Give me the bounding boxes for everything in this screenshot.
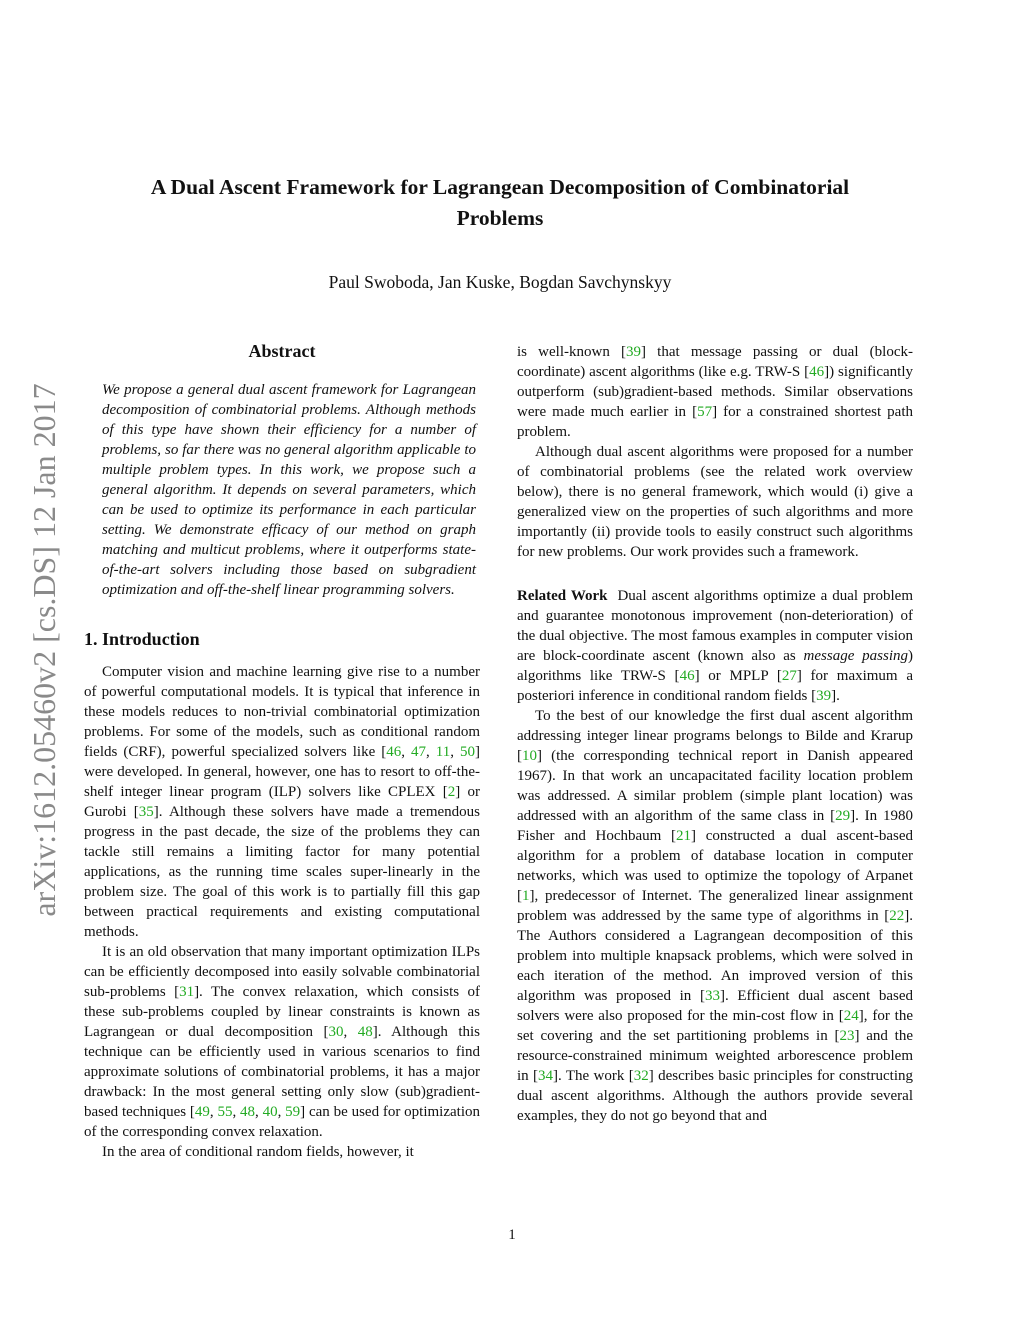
citation-link[interactable]: 21 xyxy=(676,828,692,844)
text-run: ]) significantly outperform (sub)gradient-based methods. Similar observations were made much earlier in [ xyxy=(517,364,913,420)
citation-link[interactable]: 46 xyxy=(679,668,695,684)
text-run: , xyxy=(255,1104,263,1120)
text-run: is well-known [ xyxy=(517,344,627,360)
right-paragraph-4 xyxy=(517,706,913,1126)
intro-paragraph-1 xyxy=(84,662,480,942)
citation-link[interactable]: 23 xyxy=(839,1028,855,1044)
citation-link[interactable]: 35 xyxy=(138,804,154,820)
text-run: ] (the corresponding technical report in Danish appeared 1967). In that work an uncapacitated facility location problem was addressed. A similar problem (simple plant location) was addressed with an algorithm of the same class in [ xyxy=(517,748,913,824)
citation-link[interactable]: 22 xyxy=(889,908,905,924)
text-run: , xyxy=(343,1024,358,1040)
text-run: , xyxy=(209,1104,218,1120)
right-paragraph-2 xyxy=(517,442,913,562)
citation-link[interactable]: 27 xyxy=(781,668,797,684)
text-run: ] or MPLP [ xyxy=(694,668,782,684)
text-run: ] for a constrained shortest path problem. xyxy=(517,404,913,440)
abstract-heading: Abstract xyxy=(248,341,316,361)
section-heading-introduction: 1. Introduction xyxy=(84,629,200,649)
abstract-text: We propose a general dual ascent framework for Lagrangean decomposition of combinatorial problems. Although methods of this type have shown their efficiency for a number of problems, so far there was no general algorithm applicable to multiple problem types. In this work, we propose such a general algorithm. It depends on several parameters, which can be used to optimize its performance in each particular setting. We demonstrate efficacy of our method on graph matching and multicut problems, where it outperforms state-of-the-art solvers including those based on subgradient optimization and off-the-shelf linear programming solvers. xyxy=(102,382,476,598)
citation-link[interactable]: 46 xyxy=(386,744,402,760)
right-column xyxy=(517,342,913,1126)
text-run: It is an old observation that many important optimization ILPs can be efficiently decomposed into easily solvable combinatorial sub-problems [ xyxy=(84,944,480,1000)
citation-link[interactable]: 1 xyxy=(522,888,530,904)
citation-link[interactable]: 48 xyxy=(357,1024,373,1040)
page-number: 1 xyxy=(508,1227,516,1243)
citation-link[interactable]: 48 xyxy=(240,1104,256,1120)
text-run: In the area of conditional random fields, however, it xyxy=(102,1144,414,1160)
text-run: , xyxy=(426,744,436,760)
text-run: , xyxy=(401,744,412,760)
text-run: ]. The Authors considered a Lagrangean decomposition of this problem into multiple knapsack problems, which were solved in each iteration of the method. An improved version of this algorithm was proposed in [ xyxy=(517,908,913,1004)
text-run: ] describes basic principles for constructing dual ascent algorithms. Although the authors provide several examples, they do not go beyond that and xyxy=(517,1068,913,1124)
citation-link[interactable]: 50 xyxy=(460,744,475,760)
text-run: ] that message passing or dual (block-coordinate) ascent algorithms (like e.g. TRW-S [ xyxy=(517,344,913,380)
citation-link[interactable]: 39 xyxy=(816,688,832,704)
text-run: ], predecessor of Internet. The generalized linear assignment problem was addressed by the same type of algorithms in [ xyxy=(517,888,913,924)
citation-link[interactable]: 32 xyxy=(633,1068,649,1084)
citation-link[interactable]: 30 xyxy=(328,1024,344,1040)
text-run: , xyxy=(450,744,460,760)
intro-paragraph-3 xyxy=(84,1142,480,1162)
citation-link[interactable]: 33 xyxy=(704,988,720,1004)
text-run: Computer vision and machine learning give rise to a number of powerful computational models. It is typical that inference in these models reduces to non-trivial combinatorial optimization problems. For some of the models, such as conditional random fields (CRF), powerful specialized solvers like [ xyxy=(84,664,480,760)
text-run: ]. Although these solvers have made a tremendous progress in the past decade, the size of the problems they can tackle still remains a limiting factor for many potential applications, as the running time scales super-linearly in the problem size. The goal of this work is to partially fill this gap between practical requirements and existing computational methods. xyxy=(84,804,480,940)
citation-link[interactable]: 59 xyxy=(285,1104,301,1120)
text-run: ]. The work [ xyxy=(553,1068,634,1084)
text-run: ]. The convex relaxation, which consists of these sub-problems coupled by linear constraints is known as Lagrangean or dual decomposition [ xyxy=(84,984,480,1040)
author-list: Paul Swoboda, Jan Kuske, Bogdan Savchynskyy xyxy=(328,272,672,292)
title-line-1: A Dual Ascent Framework for Lagrangean Decomposition of Combinatorial xyxy=(150,175,850,199)
citation-link[interactable]: 29 xyxy=(835,808,851,824)
emphasis-text: message passing xyxy=(803,648,908,664)
text-run: Although dual ascent algorithms were proposed for a number of combinatorial problems (see the related work overview below), there is no general framework, which would (i) give a generalized view on the properties of such algorithms and more importantly (ii) provide tools to easily construct such algorithms for new problems. Our work provides such a framework. xyxy=(517,444,913,560)
citation-link[interactable]: 47 xyxy=(411,744,427,760)
text-run: ], for the set covering and the set partitioning problems in [ xyxy=(517,1008,913,1044)
intro-paragraph-2 xyxy=(84,942,480,1142)
citation-link[interactable]: 57 xyxy=(697,404,713,420)
text-run: Dual ascent algorithms optimize a dual problem and guarantee monotonous improvement (non-deterioration) of the dual objective. The most famous examples in computer vision are block-coordinate ascent (known also as xyxy=(517,588,914,664)
text-run: ] can be used for optimization of the corresponding convex relaxation. xyxy=(84,1104,481,1140)
text-run: ] constructed a dual ascent-based algorithm for a problem of database location in computer networks, which was used to optimize the topology of Arpanet [ xyxy=(517,828,914,904)
citation-link[interactable]: 46 xyxy=(809,364,825,380)
citation-link[interactable]: 31 xyxy=(179,984,195,1000)
left-column xyxy=(84,338,480,1162)
citation-link[interactable]: 39 xyxy=(626,344,642,360)
text-run: ] and the resource-constrained minimum weighted arborescence problem in [ xyxy=(517,1028,913,1084)
title-line-2: Problems xyxy=(456,206,544,230)
text-run: , xyxy=(277,1104,286,1120)
arxiv-identifier[interactable]: arXiv:1612.05460v2 [cs.DS] 12 Jan 2017 xyxy=(26,383,62,917)
related-work-heading: Related Work xyxy=(517,588,608,604)
text-run: ]. Efficient dual ascent based solvers were also proposed for the min-cost flow in [ xyxy=(517,988,913,1024)
citation-link[interactable]: 2 xyxy=(447,784,456,800)
text-run: ) algorithms like TRW-S [ xyxy=(517,648,913,684)
text-run: ] or Gurobi [ xyxy=(84,784,480,820)
text-run: ]. xyxy=(831,688,840,704)
text-run: ] for maximum a posteriori inference in conditional random fields [ xyxy=(517,668,913,704)
text-run: ]. In 1980 Fisher and Hochbaum [ xyxy=(517,808,913,844)
citation-link[interactable]: 34 xyxy=(538,1068,554,1084)
citation-link[interactable]: 10 xyxy=(522,748,537,764)
paragraph-spacer xyxy=(517,562,913,586)
paper-title xyxy=(90,172,910,234)
text-run: , xyxy=(232,1104,241,1120)
text-run: ] were developed. In general, however, one has to resort to off-the-shelf integer linear program (ILP) solvers like CPLEX [ xyxy=(84,744,480,800)
text-run: ]. Although this technique can be efficiently used in various scenarios to find approximate solutions of combinatorial problems, it has a major drawback: In the most general setting only slow (sub)gradient-based techniques [ xyxy=(84,1024,481,1120)
citation-link[interactable]: 40 xyxy=(262,1104,278,1120)
right-paragraph-1 xyxy=(517,342,913,442)
citation-link[interactable]: 55 xyxy=(217,1104,233,1120)
citation-link[interactable]: 24 xyxy=(843,1008,859,1024)
citation-link[interactable]: 49 xyxy=(194,1104,210,1120)
related-work-paragraph xyxy=(517,586,913,706)
citation-link[interactable]: 11 xyxy=(435,744,451,760)
text-run: To the best of our knowledge the first dual ascent algorithm addressing integer linear programs belongs to Bilde and Krarup [ xyxy=(517,708,913,764)
